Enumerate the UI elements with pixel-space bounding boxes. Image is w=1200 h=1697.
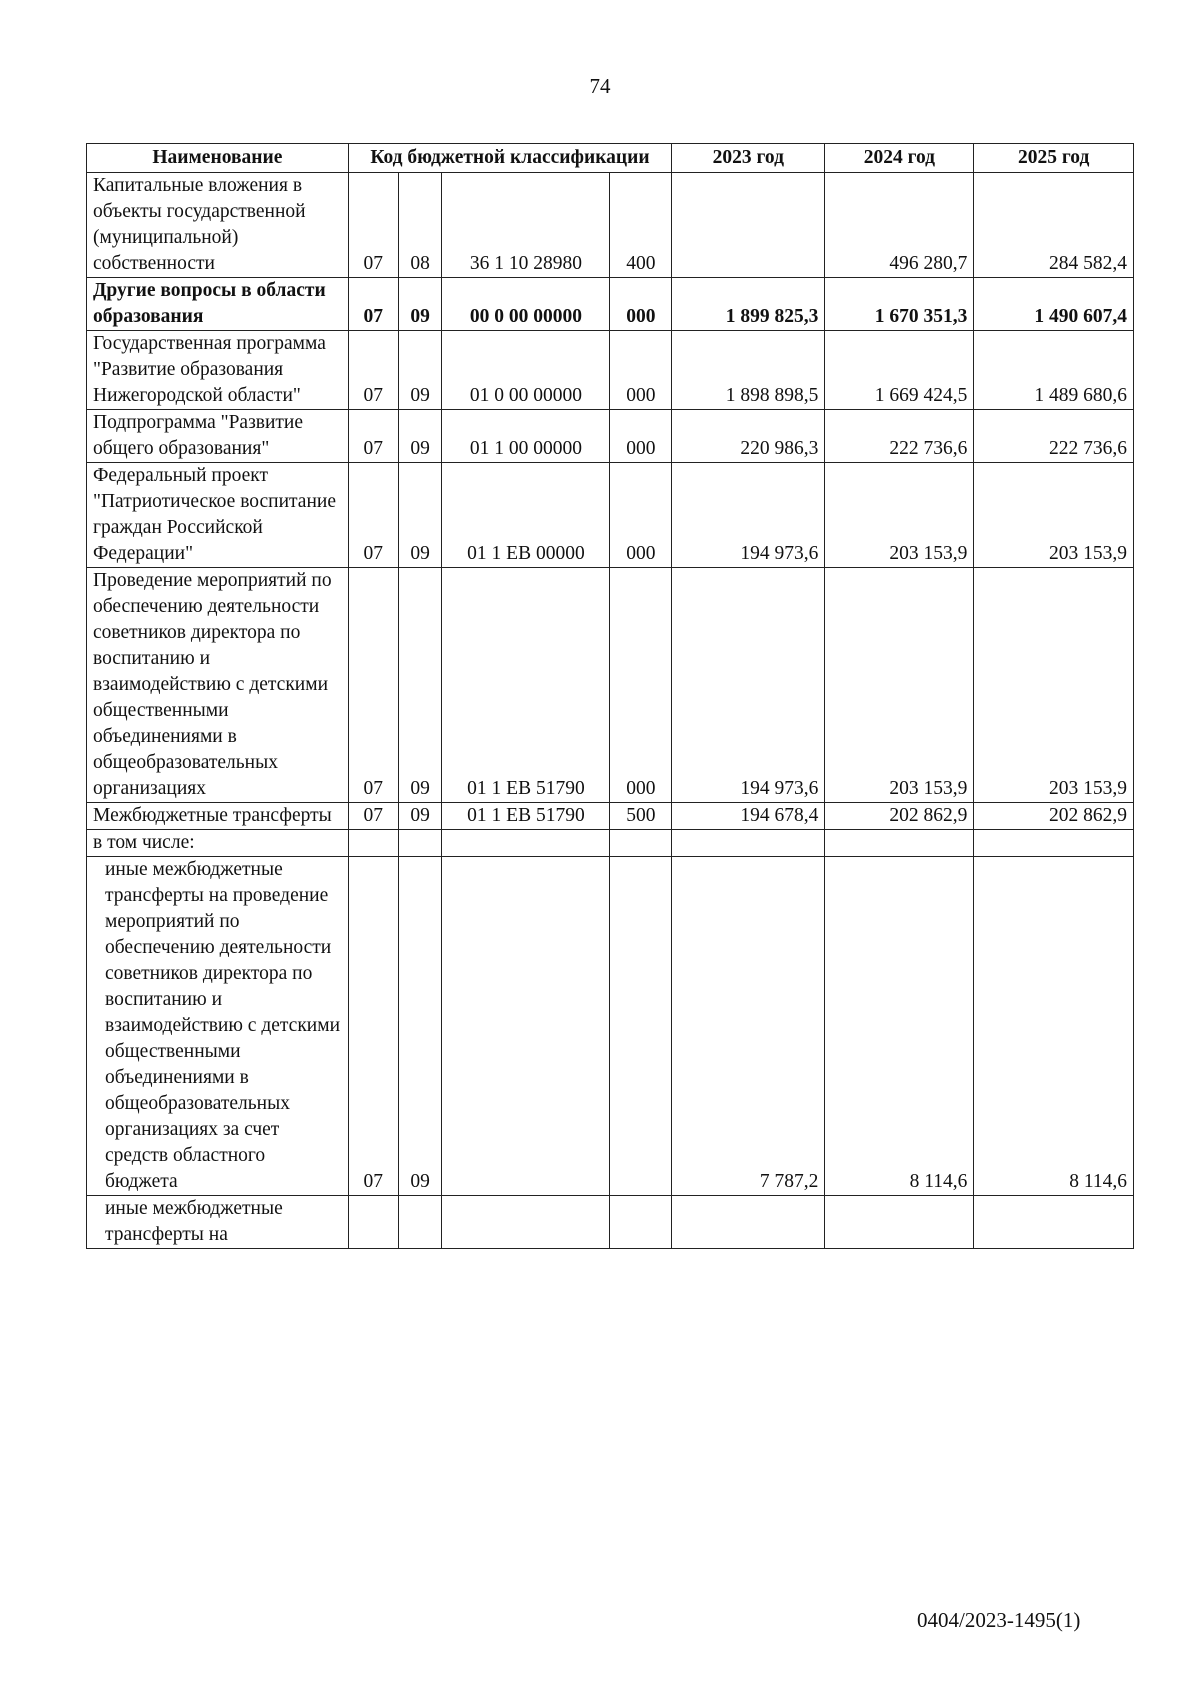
row-section: 07: [348, 278, 398, 331]
row-2025: 284 582,4: [974, 173, 1134, 278]
row-2024: 496 280,7: [825, 173, 974, 278]
row-expense-type: 500: [610, 803, 672, 830]
row-2024: [825, 1196, 974, 1249]
row-2024: 203 153,9: [825, 463, 974, 568]
row-target-article: 01 1 ЕВ 00000: [442, 463, 610, 568]
row-2023: [672, 830, 825, 857]
row-2024: 203 153,9: [825, 568, 974, 803]
row-expense-type: 000: [610, 463, 672, 568]
row-target-article: [442, 857, 610, 1196]
table-row: [87, 331, 1134, 410]
row-target-article: [442, 1196, 610, 1249]
row-section: 07: [348, 568, 398, 803]
header-code: Код бюджетной классификации: [348, 144, 671, 173]
row-expense-type: 000: [610, 568, 672, 803]
row-name: в том числе:: [87, 830, 349, 857]
row-name: Проведение мероприятий по обеспечению деятельности советников директора по воспитанию и взаимодействию с детскими общественными объединениями в общеобразовательных организациях: [87, 568, 349, 803]
row-name: Другие вопросы в области образования: [87, 278, 349, 331]
row-expense-type: 000: [610, 410, 672, 463]
row-2023: 220 986,3: [672, 410, 825, 463]
row-subsection: 08: [398, 173, 442, 278]
row-target-article: 00 0 00 00000: [442, 278, 610, 331]
row-subsection: 09: [398, 463, 442, 568]
row-target-article: 01 1 00 00000: [442, 410, 610, 463]
row-section: 07: [348, 331, 398, 410]
row-subsection: 09: [398, 410, 442, 463]
row-2025: 8 114,6: [974, 857, 1134, 1196]
row-section: 07: [348, 410, 398, 463]
row-section: [348, 830, 398, 857]
row-2025: 203 153,9: [974, 463, 1134, 568]
row-expense-type: 000: [610, 278, 672, 331]
row-2023: [672, 173, 825, 278]
header-2024: 2024 год: [825, 144, 974, 173]
table-row: [87, 173, 1134, 278]
table-row: [87, 803, 1134, 830]
row-2023: 194 678,4: [672, 803, 825, 830]
row-name: Капитальные вложения в объекты государственной (муниципальной) собственности: [87, 173, 349, 278]
table-row: [87, 1196, 1134, 1249]
table-row: [87, 410, 1134, 463]
header-2025: 2025 год: [974, 144, 1134, 173]
row-section: 07: [348, 463, 398, 568]
row-2025: 222 736,6: [974, 410, 1134, 463]
table-header-row: [87, 144, 1134, 173]
row-target-article: [442, 830, 610, 857]
row-subsection: 09: [398, 857, 442, 1196]
row-2025: [974, 1196, 1134, 1249]
document-code: 0404/2023-1495(1): [917, 1608, 1081, 1632]
table-row: [87, 568, 1134, 803]
row-expense-type: 400: [610, 173, 672, 278]
row-subsection: [398, 830, 442, 857]
row-2024: 8 114,6: [825, 857, 974, 1196]
row-expense-type: [610, 830, 672, 857]
row-name: Государственная программа "Развитие образования Нижегородской области": [87, 331, 349, 410]
row-name-text: иные межбюджетные трансферты на проведение мероприятий по обеспечению деятельности советников директора по воспитанию и взаимодействию с детскими общественными объединениями в общеобразовательных организациях за счет средств областного бюджета: [105, 859, 341, 1192]
row-target-article: 01 1 ЕВ 51790: [442, 803, 610, 830]
row-target-article: 01 0 00 00000: [442, 331, 610, 410]
row-name: Межбюджетные трансферты: [87, 803, 349, 830]
header-2023: 2023 год: [672, 144, 825, 173]
row-2025: 203 153,9: [974, 568, 1134, 803]
row-2024: 1 669 424,5: [825, 331, 974, 410]
row-2023: 194 973,6: [672, 463, 825, 568]
row-2025: 1 489 680,6: [974, 331, 1134, 410]
row-2025: [974, 830, 1134, 857]
row-subsection: 09: [398, 278, 442, 331]
row-2024: 1 670 351,3: [825, 278, 974, 331]
row-expense-type: 000: [610, 331, 672, 410]
row-2024: 222 736,6: [825, 410, 974, 463]
row-2025: 202 862,9: [974, 803, 1134, 830]
row-2025: 1 490 607,4: [974, 278, 1134, 331]
row-name: [87, 1196, 349, 1249]
row-2023: 194 973,6: [672, 568, 825, 803]
row-section: [348, 1196, 398, 1249]
row-2023: 7 787,2: [672, 857, 825, 1196]
row-section: 07: [348, 803, 398, 830]
row-target-article: 01 1 ЕВ 51790: [442, 568, 610, 803]
row-target-article: 36 1 10 28980: [442, 173, 610, 278]
row-name-text: иные межбюджетные трансферты на: [105, 1198, 283, 1245]
row-section: 07: [348, 173, 398, 278]
row-2024: [825, 830, 974, 857]
row-subsection: 09: [398, 568, 442, 803]
row-2023: 1 899 825,3: [672, 278, 825, 331]
row-2024: 202 862,9: [825, 803, 974, 830]
row-subsection: [398, 1196, 442, 1249]
page-number: 74: [589, 74, 611, 98]
table-row: [87, 278, 1134, 331]
budget-table: [86, 143, 1134, 1249]
row-name: Подпрограмма "Развитие общего образования": [87, 410, 349, 463]
row-expense-type: [610, 857, 672, 1196]
row-subsection: 09: [398, 803, 442, 830]
row-section: 07: [348, 857, 398, 1196]
row-subsection: 09: [398, 331, 442, 410]
header-name: Наименование: [87, 144, 349, 173]
row-2023: [672, 1196, 825, 1249]
row-2023: 1 898 898,5: [672, 331, 825, 410]
row-name: [87, 857, 349, 1196]
row-name: Федеральный проект "Патриотическое воспитание граждан Российской Федерации": [87, 463, 349, 568]
table-row: [87, 463, 1134, 568]
table-row: [87, 830, 1134, 857]
row-expense-type: [610, 1196, 672, 1249]
table-row: [87, 857, 1134, 1196]
